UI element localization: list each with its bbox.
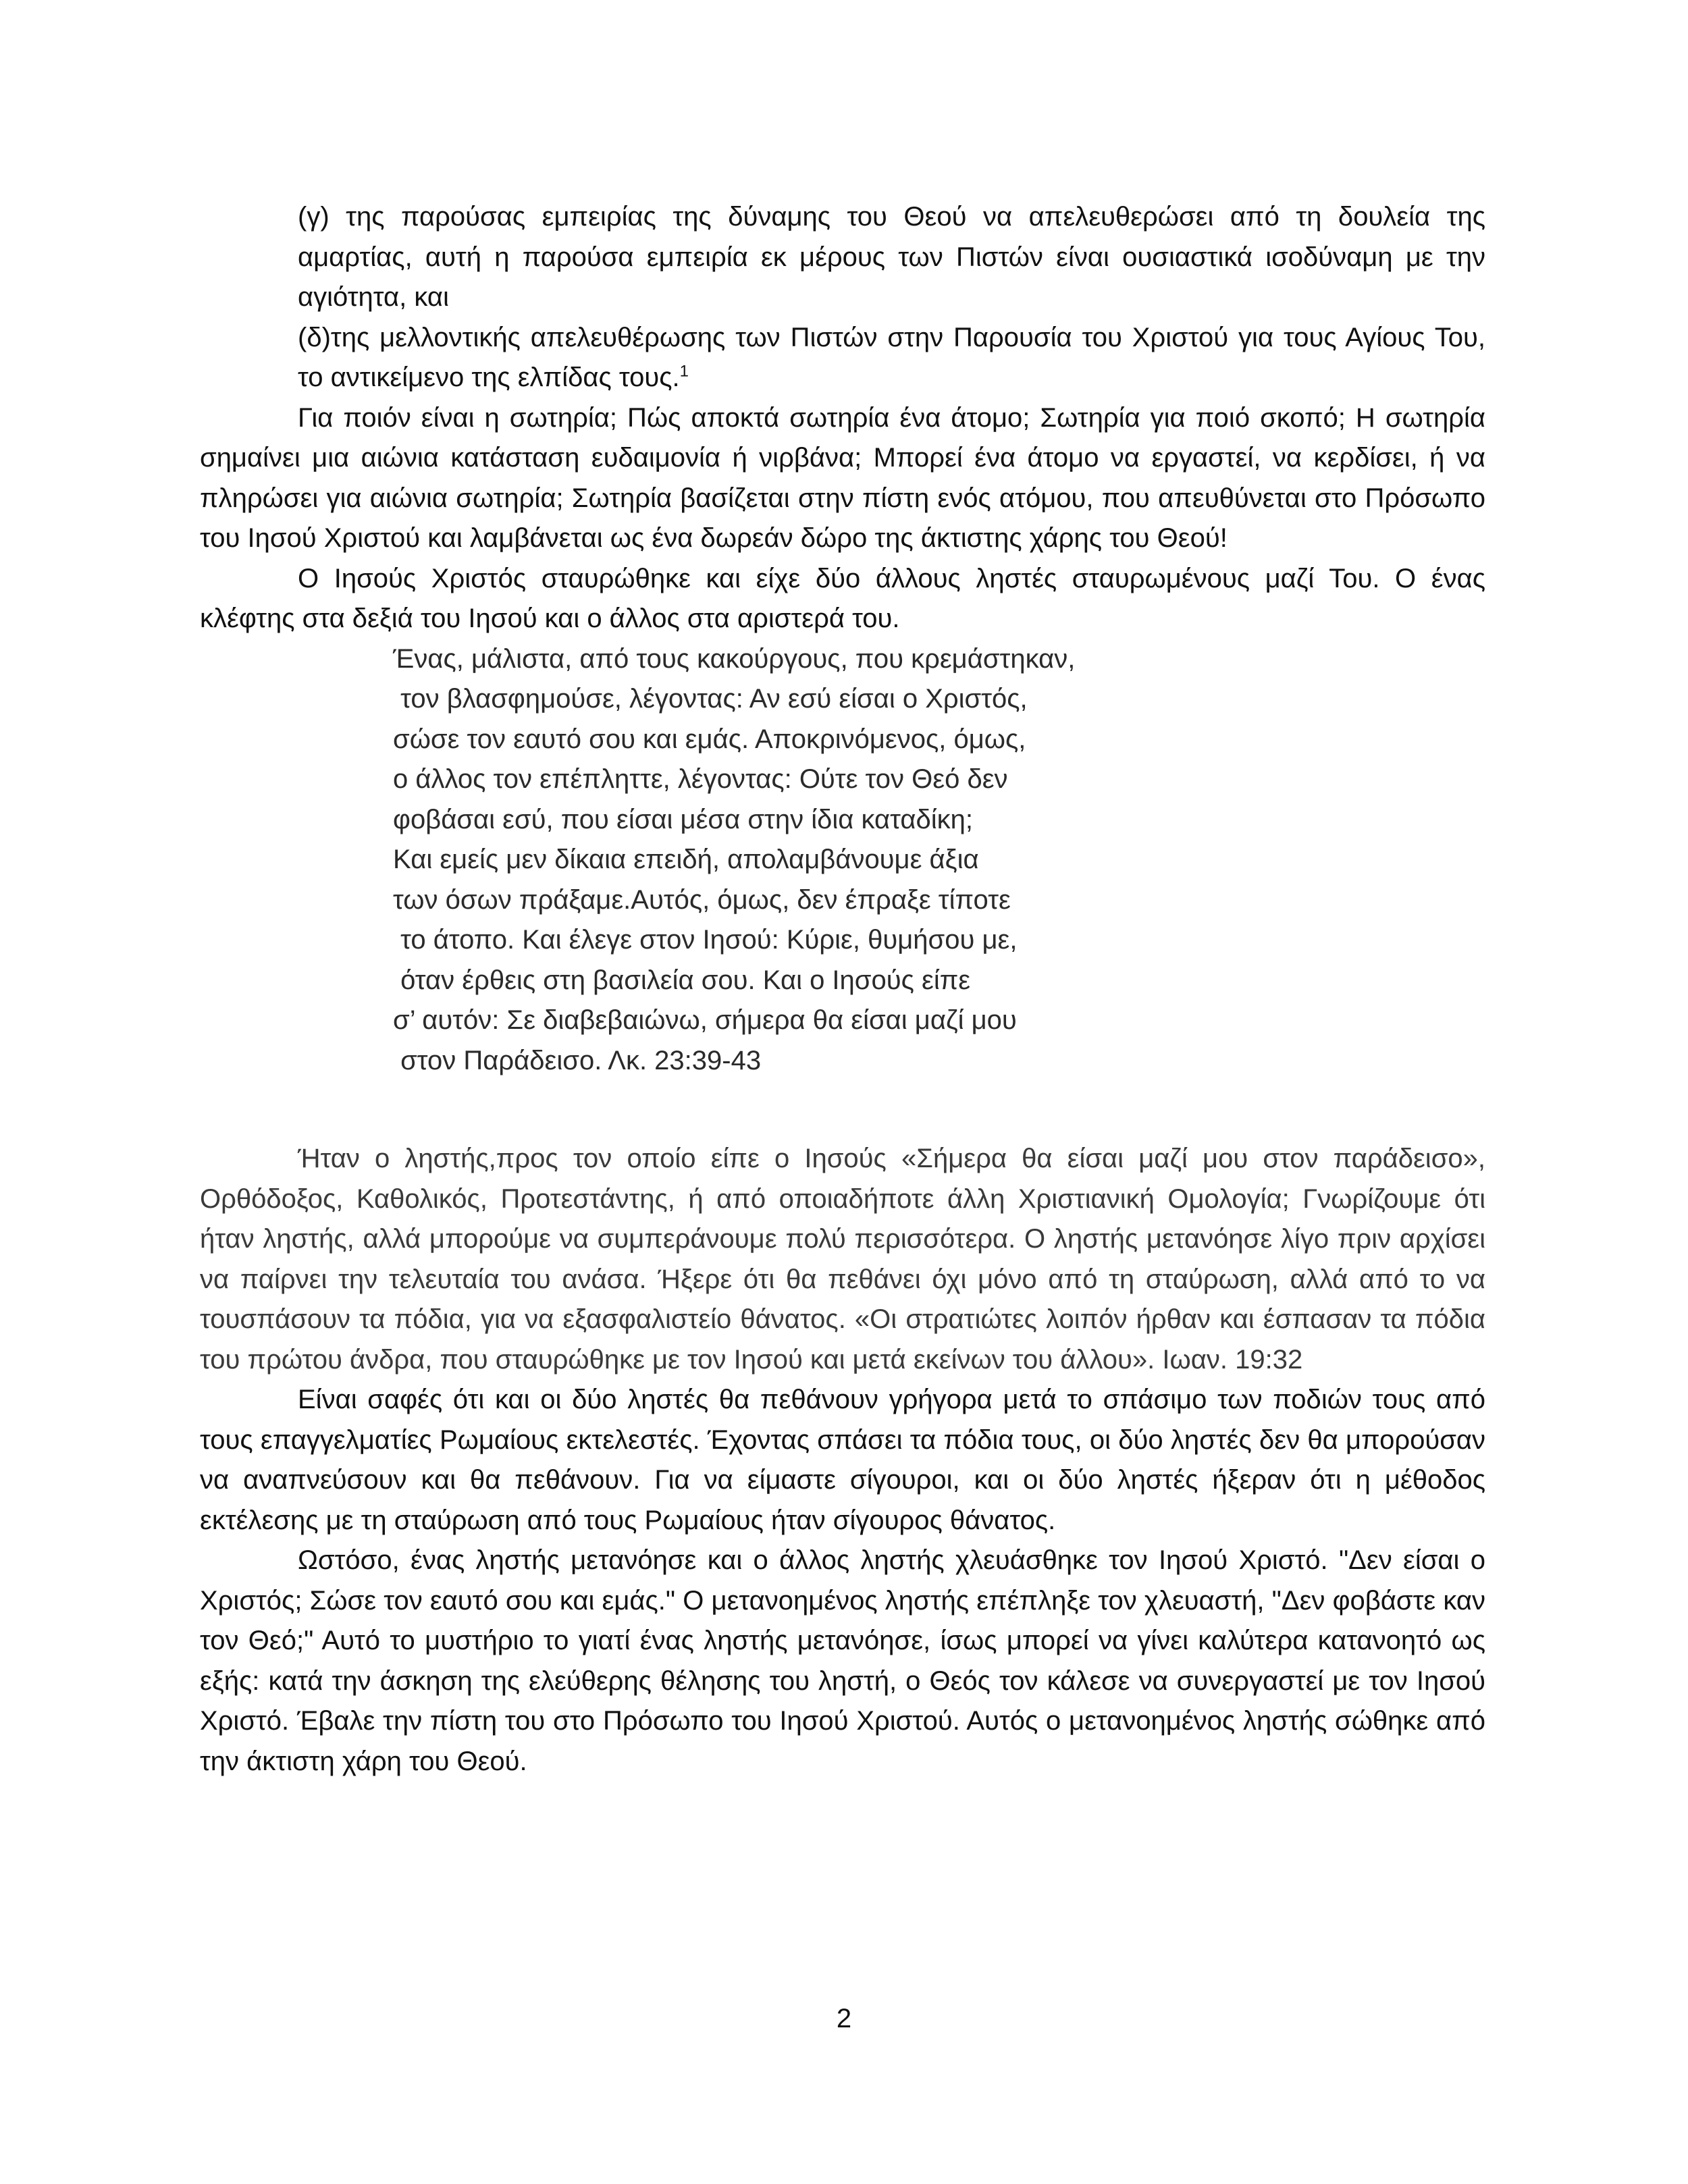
list-item-delta <box>298 318 1485 398</box>
quote-line: των όσων πράξαμε.Αυτός, όμως, δεν έπραξε τίποτε <box>393 884 1011 915</box>
paragraph-thief-identity: Ήταν ο ληστής,προς τον οποίο είπε ο Ιησούς «Σήμερα θα είσαι μαζί μου στον παράδεισο», Ορθόδοξος, Καθολικός, Προτεστάντης, ή από οποιαδήποτε άλλη Χριστιανική Ομολογία; Γνωρίζουμε ότι ήταν ληστής, αλλά μπορούμε να συμπεράνουμε πολύ περισσότερα. Ο ληστής μετανόησε λίγο πριν αρχίσει να παίρνει την τελευταία του ανάσα. Ήξερε ότι θα πεθάνει όχι μόνο από τη σταύρωση, αλλά από το να τουσπάσουν τα πόδια, για να εξασφαλιστείο θάνατος. «Οι στρατιώτες λοιπόν ήρθαν και έσπασαν τα πόδια του πρώτου άνδρα, που σταυρώθηκε με τον Ιησού και μετά εκείνων του άλλου». Ιωαν. 19:32 <box>200 1144 1485 1375</box>
quote-line: όταν έρθεις στη βασιλεία σου. Και ο Ιησούς είπε <box>393 965 971 995</box>
paragraph-crucifixion: Ο Ιησούς Χριστός σταυρώθηκε και είχε δύο άλλους ληστές σταυρωμένους μαζί Του. Ο ένας κλέφτης στα δεξιά του Ιησού και ο άλλος στα αριστερά του. <box>200 563 1485 633</box>
document-body <box>200 197 1485 1782</box>
quote-line: φοβάσαι εσύ, που είσαι μέσα στην ίδια καταδίκη; <box>393 804 973 834</box>
page-number: 2 <box>836 2004 852 2033</box>
list-item-gamma: (γ) της παρούσας εμπειρίας της δύναμης του Θεού να απελευθερώσει από τη δουλεία της αμαρτίας, αυτή η παρούσα εμπειρία εκ μέρους των Πιστών είναι ουσιαστικά ισοδύναμη με την αγιότητα, και <box>298 202 1485 312</box>
gray-paragraph-wrapper <box>200 1139 1485 1380</box>
footnote-marker: 1 <box>679 362 689 381</box>
quote-line: τον βλασφημούσε, λέγοντας: Αν εσύ είσαι ο Χριστός, <box>393 684 1028 714</box>
quote-line: Και εμείς μεν δίκαια επειδή, απολαμβάνουμε άξια <box>393 845 979 874</box>
scripture-quote <box>393 639 1485 1082</box>
paragraph-salvation-questions: Για ποιόν είναι η σωτηρία; Πώς αποκτά σωτηρία ένα άτομο; Σωτηρία για ποιό σκοπό; Η σωτηρία σημαίνει μια αιώνια κατάσταση ευδαιμονία ή νιρβάνα; Μπορεί ένα άτομο να εργαστεί, να κερδίσει, ή να πληρώσει για αιώνια σωτηρία; Σωτηρία βασίζεται στην πίστη ενός ατόμου, που απευθύνεται στο Πρόσωπο του Ιησού Χριστού και λαμβάνεται ως ένα δωρεάν δώρο της άκτιστης χάρης του Θεού! <box>200 402 1485 553</box>
list-item-delta-text: (δ)της μελλοντικής απελευθέρωσης των Πιστών στην Παρουσία του Χριστού για τους Αγίους Του, το αντικείμενο της ελπίδας τους. <box>298 322 1485 392</box>
paragraph-broken-legs: Είναι σαφές ότι και οι δύο ληστές θα πεθάνουν γρήγορα μετά το σπάσιμο των ποδιών τους από τους επαγγελματίες Ρωμαίους εκτελεστές. Έχοντας σπάσει τα πόδια τους, οι δύο ληστές δεν θα μπορούσαν να αναπνεύσουν και θα πεθάνουν. Για να είμαστε σίγουροι, και οι δύο ληστές ήξεραν ότι η μέθοδος εκτέλεσης με τη σταύρωση από τους Ρωμαίους ήταν σίγουρος θάνατος. <box>200 1385 1485 1535</box>
quote-line: Ένας, μάλιστα, από τους κακούργους, που κρεμάστηκαν, <box>393 643 1076 674</box>
spacer <box>200 1081 1485 1139</box>
paragraph-repentance: Ωστόσο, ένας ληστής μετανόησε και ο άλλος ληστής χλευάσθηκε τον Ιησού Χριστό. "Δεν είσαι ο Χριστός; Σώσε τον εαυτό σου και εμάς." Ο μετανοημένος ληστής επέπληξε τον χλευαστή, "Δεν φοβάστε καν τον Θεό;" Αυτό το μυστήριο το γιατί ένας ληστής μετανόησε, ίσως μπορεί να γίνει καλύτερα κατανοητό ως εξής: κατά την άσκηση της ελεύθερης θέλησης του ληστή, ο Θεός τον κάλεσε να συνεργαστεί με τον Ιησού Χριστό. Έβαλε την πίστη του στο Πρόσωπο του Ιησού Χριστού. Αυτός ο μετανοημένος ληστής σώθηκε από την άκτιστη χάρη του Θεού. <box>200 1545 1485 1776</box>
quote-line: σ’ αυτόν: Σε διαβεβαιώνω, σήμερα θα είσαι μαζί μου <box>393 1005 1017 1035</box>
quote-line: σώσε τον εαυτό σου και εμάς. Αποκρινόμενος, όμως, <box>393 724 1026 754</box>
quote-line: στον Παράδεισο. Λκ. 23:39-43 <box>393 1045 762 1075</box>
quote-line: το άτοπο. Και έλεγε στον Ιησού: Κύριε, θυμήσου με, <box>393 925 1018 955</box>
quote-line: ο άλλος τον επέπληττε, λέγοντας: Ούτε τον Θεό δεν <box>393 764 1008 794</box>
